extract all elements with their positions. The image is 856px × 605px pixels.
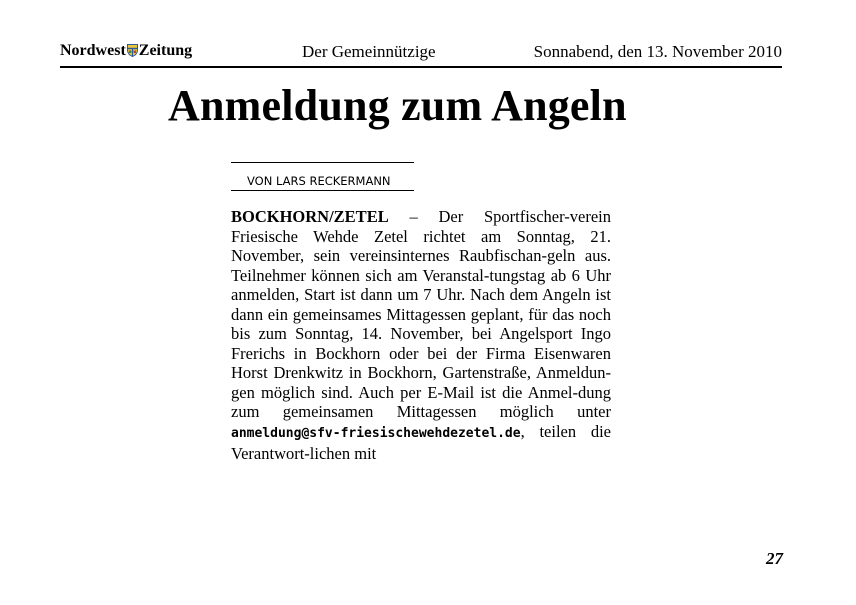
- email-address: anmeldung@sfv-friesischewehdezetel.de: [231, 426, 521, 442]
- coat-of-arms-icon: [127, 44, 138, 57]
- brand-left: Nordwest: [60, 42, 126, 59]
- newspaper-brand: [60, 42, 192, 60]
- brand-right: Zeitung: [138, 42, 193, 59]
- page-number: 27: [766, 549, 783, 568]
- article-dateline: BOCKHORN/ZETEL: [231, 207, 389, 226]
- issue-date: Sonnabend, den 13. November 2010: [533, 42, 782, 61]
- byline-box: [231, 162, 414, 191]
- byline: VON LARS RECKERMANN: [247, 174, 391, 188]
- article-headline: Anmeldung zum Angeln: [168, 81, 627, 130]
- article-text: Der Sportfischer-verein Friesische Wehde Zetel richtet am Sonntag, 21. November, sein vereinsinternes Raubfischan-geln aus. Teilnehmer können sich am Veranstal-tungstag ab 6 Uhr anmelden, Start ist dann um 7 Uhr. Nach dem Angeln ist dann ein gemeinsames Mittagessen geplant, für das noch bis zum Sonntag, 14. November, bei Angelsport Ingo Frerichs in Bockhorn oder bei der Firma Eisenwaren Horst Drenkwitz in Bockhorn, Gartenstraße, Anmeldun-gen möglich sind. Auch per E-Mail ist die Anmel-dung zum gemeinsamen Mittagessen möglich unter: [231, 207, 611, 422]
- newspaper-header: [60, 42, 782, 68]
- dateline-dash: –: [388, 207, 439, 226]
- publication-name: Der Gemeinnützige: [302, 42, 436, 61]
- article-body: [231, 207, 611, 463]
- article-text-end: , teilen die Verantwort-lichen mit: [231, 422, 611, 463]
